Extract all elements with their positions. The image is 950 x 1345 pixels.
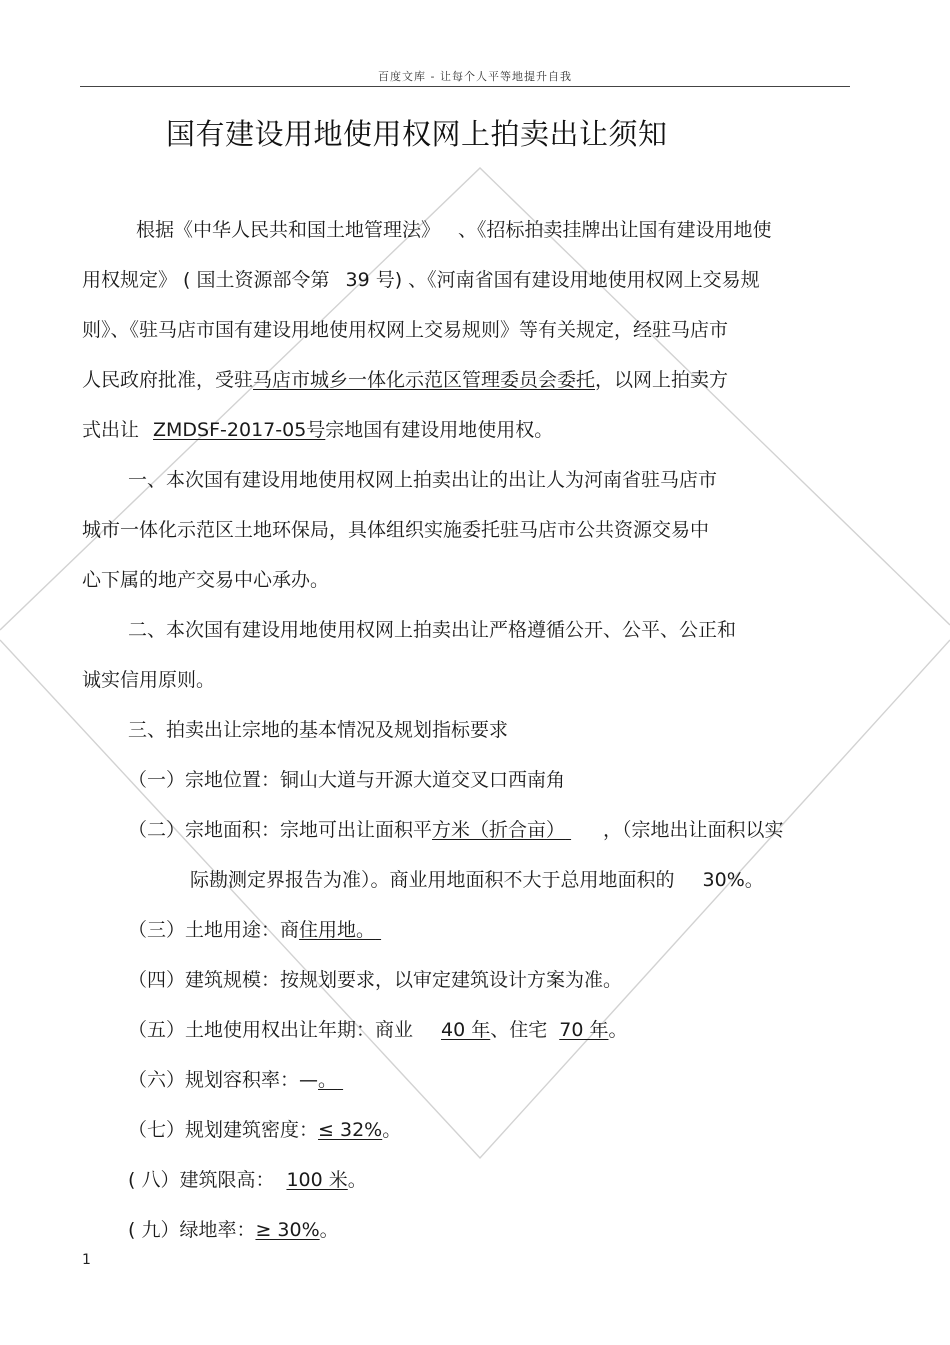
item-area bbox=[128, 818, 784, 842]
item-land-use bbox=[128, 918, 385, 942]
area-value: 方米（折合亩） bbox=[432, 819, 566, 841]
item-plot-ratio bbox=[128, 1068, 345, 1092]
header-divider bbox=[80, 86, 850, 87]
section-1-line-3: 心下属的地产交易中心承办。 bbox=[82, 569, 330, 591]
parcel-code: ZMDSF-2017-05号 bbox=[153, 419, 326, 441]
intro-text: 式出让 bbox=[82, 419, 140, 441]
intro-line-5 bbox=[82, 418, 553, 442]
item-text: （五）土地使用权出让年期：商业 bbox=[128, 1019, 414, 1041]
section-2-line-1: 二、本次国有建设用地使用权网上拍卖出让严格遵循公开、公平、公正和 bbox=[128, 619, 737, 641]
intro-text: 根据《中华人民共和国土地管理法》 bbox=[136, 219, 441, 241]
item-text: 。 bbox=[608, 1019, 628, 1041]
item-text: （二）宗地面积：宗地可出让面积平 bbox=[128, 819, 433, 841]
document-title: 国有建设用地使用权网上拍卖出让须知 bbox=[166, 117, 668, 151]
item-text: ，（宗地出让面积以实 bbox=[603, 819, 784, 841]
item-text: ( 九）绿地率： bbox=[128, 1219, 256, 1241]
green-ratio-value: ≥ 30% bbox=[255, 1219, 320, 1241]
item-text: 、住宅 bbox=[490, 1019, 548, 1041]
section-1-line-1: 一、本次国有建设用地使用权网上拍卖出让的出让人为河南省驻马店市 bbox=[128, 469, 718, 491]
intro-line-1 bbox=[136, 218, 772, 242]
section-1-line-2: 城市一体化示范区土地环保局，具体组织实施委托驻马店市公共资源交易中 bbox=[82, 519, 710, 541]
item-area-cont bbox=[190, 868, 764, 892]
item-text: 。 bbox=[319, 1219, 339, 1241]
plot-ratio-value: — bbox=[299, 1069, 319, 1091]
intro-text: 人民政府批准，受驻 bbox=[82, 369, 254, 391]
item-lease-term bbox=[128, 1018, 627, 1042]
page-header: 百度文库 - 让每个人平等地提升自我 bbox=[378, 70, 572, 83]
item-text: （六）规划容积率： bbox=[128, 1069, 300, 1091]
residential-term: 70 年 bbox=[559, 1019, 609, 1041]
section-3-heading: 三、拍卖出让宗地的基本情况及规划指标要求 bbox=[128, 719, 509, 741]
item-height-limit bbox=[128, 1168, 367, 1192]
entrusting-party: 马店市城乡一体化示范区管理委员会委托 bbox=[253, 369, 596, 391]
item-text: 。 bbox=[382, 1119, 402, 1141]
item-location: （一）宗地位置：铜山大道与开源大道交叉口西南角 bbox=[128, 769, 566, 791]
item-text: 。 bbox=[318, 1069, 338, 1091]
density-value: ≤ 32% bbox=[318, 1119, 383, 1141]
intro-text: ，以网上拍卖方 bbox=[595, 369, 729, 391]
height-limit-value: 100 米 bbox=[286, 1169, 348, 1191]
item-text: 。商业用地面积不大于总用地面积的 bbox=[370, 869, 675, 891]
intro-text: 、《招标拍卖挂牌出让国有建设用地使 bbox=[458, 219, 772, 241]
commercial-term: 40 年 bbox=[441, 1019, 491, 1041]
intro-line-2 bbox=[82, 268, 760, 292]
intro-text: 39 号) 、《河南省国有建设用地使用权网上交易规 bbox=[345, 269, 760, 291]
item-building-density bbox=[128, 1118, 401, 1142]
intro-text: 用权规定》 ( 国土资源部令第 bbox=[82, 269, 330, 291]
intro-text: 宗地国有建设用地使用权。 bbox=[325, 419, 554, 441]
intro-line-4 bbox=[82, 368, 728, 392]
item-text: 。 bbox=[347, 1169, 367, 1191]
section-2-line-2: 诚实信用原则。 bbox=[82, 669, 216, 691]
intro-line-3: 则》、《驻马店市国有建设用地使用权网上交易规则》等有关规定，经驻马店市 bbox=[82, 319, 729, 341]
commercial-ratio: 30%。 bbox=[702, 869, 764, 891]
page-number: 1 bbox=[82, 1252, 91, 1268]
land-use-value: 住用地。 bbox=[299, 919, 376, 941]
item-text: ( 八）建筑限高： bbox=[128, 1169, 275, 1191]
item-building-scale: （四）建筑规模：按规划要求，以审定建筑设计方案为准。 bbox=[128, 969, 623, 991]
item-green-ratio bbox=[128, 1218, 339, 1242]
item-text: 际勘测定界报告为准） bbox=[190, 869, 371, 891]
item-text: （三）土地用途：商 bbox=[128, 919, 300, 941]
item-text: （七）规划建筑密度： bbox=[128, 1119, 319, 1141]
